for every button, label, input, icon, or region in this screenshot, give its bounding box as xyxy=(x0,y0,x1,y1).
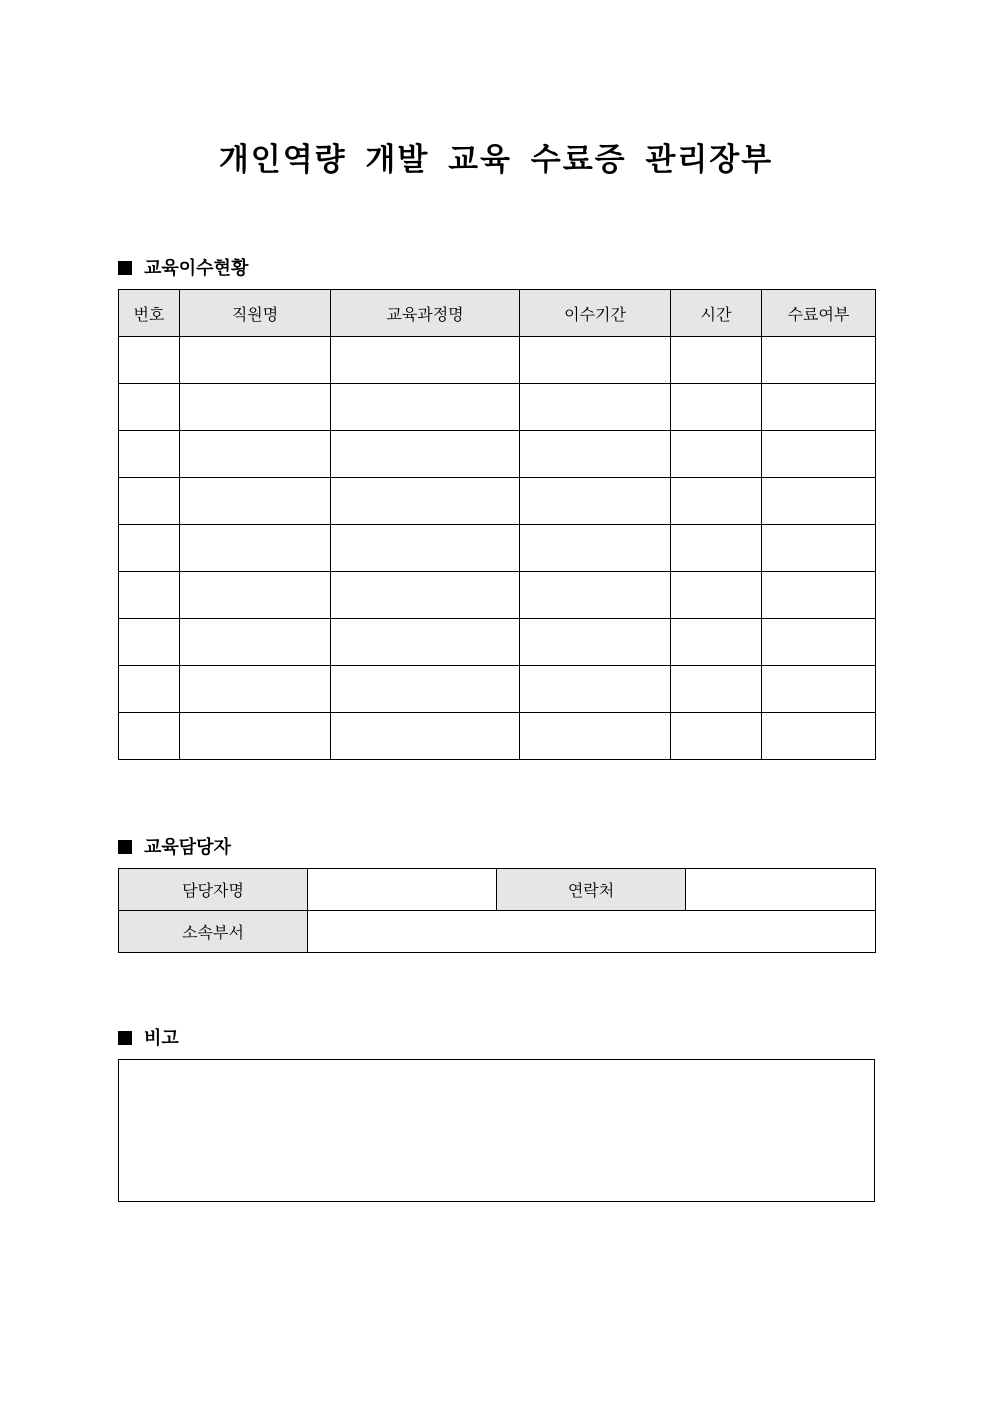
period-cell[interactable] xyxy=(520,431,671,478)
number-cell[interactable] xyxy=(119,478,180,525)
period-cell[interactable] xyxy=(520,713,671,760)
column-header-number: 번호 xyxy=(119,290,180,337)
employee-name-cell[interactable] xyxy=(180,431,331,478)
employee-name-cell[interactable] xyxy=(180,384,331,431)
completion-cell[interactable] xyxy=(762,525,876,572)
completion-cell[interactable] xyxy=(762,666,876,713)
period-cell[interactable] xyxy=(520,666,671,713)
table-row xyxy=(119,337,876,384)
contact-label: 연락처 xyxy=(497,869,686,911)
course-name-cell[interactable] xyxy=(331,525,520,572)
completion-cell[interactable] xyxy=(762,572,876,619)
period-cell[interactable] xyxy=(520,525,671,572)
period-cell[interactable] xyxy=(520,384,671,431)
column-header-completion: 수료여부 xyxy=(762,290,876,337)
table-row xyxy=(119,619,876,666)
table-row xyxy=(119,666,876,713)
hours-cell[interactable] xyxy=(671,431,762,478)
hours-cell[interactable] xyxy=(671,337,762,384)
course-name-cell[interactable] xyxy=(331,666,520,713)
period-cell[interactable] xyxy=(520,619,671,666)
hours-cell[interactable] xyxy=(671,666,762,713)
hours-cell[interactable] xyxy=(671,384,762,431)
manager-row xyxy=(119,869,876,911)
employee-name-cell[interactable] xyxy=(180,478,331,525)
number-cell[interactable] xyxy=(119,713,180,760)
column-header-employee-name: 직원명 xyxy=(180,290,331,337)
contact-field[interactable] xyxy=(686,869,876,911)
hours-cell[interactable] xyxy=(671,478,762,525)
course-name-cell[interactable] xyxy=(331,478,520,525)
number-cell[interactable] xyxy=(119,431,180,478)
number-cell[interactable] xyxy=(119,572,180,619)
table-row xyxy=(119,384,876,431)
manager-section-heading-text: 교육담당자 xyxy=(144,837,231,858)
remarks-section-heading-text: 비고 xyxy=(144,1028,179,1049)
number-cell[interactable] xyxy=(119,337,180,384)
number-cell[interactable] xyxy=(119,619,180,666)
completion-cell[interactable] xyxy=(762,713,876,760)
hours-cell[interactable] xyxy=(671,713,762,760)
hours-cell[interactable] xyxy=(671,619,762,666)
manager-table xyxy=(118,868,876,953)
employee-name-cell[interactable] xyxy=(180,666,331,713)
completion-cell[interactable] xyxy=(762,619,876,666)
number-cell[interactable] xyxy=(119,384,180,431)
course-name-cell[interactable] xyxy=(331,431,520,478)
square-bullet-icon xyxy=(118,840,132,854)
table-row xyxy=(119,572,876,619)
completion-cell[interactable] xyxy=(762,431,876,478)
department-label: 소속부서 xyxy=(119,911,308,953)
column-header-period: 이수기간 xyxy=(520,290,671,337)
training-section-heading xyxy=(118,254,248,280)
table-row xyxy=(119,713,876,760)
manager-section-heading xyxy=(118,833,231,859)
course-name-cell[interactable] xyxy=(331,337,520,384)
training-section-heading-text: 교육이수현황 xyxy=(144,258,249,279)
page-title: 개인역량 개발 교육 수료증 관리장부 xyxy=(218,142,774,178)
employee-name-cell[interactable] xyxy=(180,337,331,384)
remarks-section-heading xyxy=(118,1024,179,1050)
employee-name-cell[interactable] xyxy=(180,619,331,666)
square-bullet-icon xyxy=(118,261,132,275)
department-row xyxy=(119,911,876,953)
table-row xyxy=(119,478,876,525)
manager-name-label: 담당자명 xyxy=(119,869,308,911)
employee-name-cell[interactable] xyxy=(180,713,331,760)
manager-name-field[interactable] xyxy=(308,869,497,911)
remarks-field[interactable] xyxy=(118,1059,875,1202)
course-name-cell[interactable] xyxy=(331,713,520,760)
number-cell[interactable] xyxy=(119,525,180,572)
square-bullet-icon xyxy=(118,1031,132,1045)
number-cell[interactable] xyxy=(119,666,180,713)
completion-cell[interactable] xyxy=(762,384,876,431)
course-name-cell[interactable] xyxy=(331,572,520,619)
table-row xyxy=(119,525,876,572)
table-row xyxy=(119,431,876,478)
employee-name-cell[interactable] xyxy=(180,525,331,572)
training-table xyxy=(118,289,876,760)
hours-cell[interactable] xyxy=(671,572,762,619)
hours-cell[interactable] xyxy=(671,525,762,572)
department-field[interactable] xyxy=(308,911,876,953)
course-name-cell[interactable] xyxy=(331,619,520,666)
completion-cell[interactable] xyxy=(762,478,876,525)
course-name-cell[interactable] xyxy=(331,384,520,431)
training-table-header-row xyxy=(119,290,876,337)
employee-name-cell[interactable] xyxy=(180,572,331,619)
period-cell[interactable] xyxy=(520,478,671,525)
column-header-course-name: 교육과정명 xyxy=(331,290,520,337)
completion-cell[interactable] xyxy=(762,337,876,384)
column-header-hours: 시간 xyxy=(671,290,762,337)
period-cell[interactable] xyxy=(520,337,671,384)
period-cell[interactable] xyxy=(520,572,671,619)
